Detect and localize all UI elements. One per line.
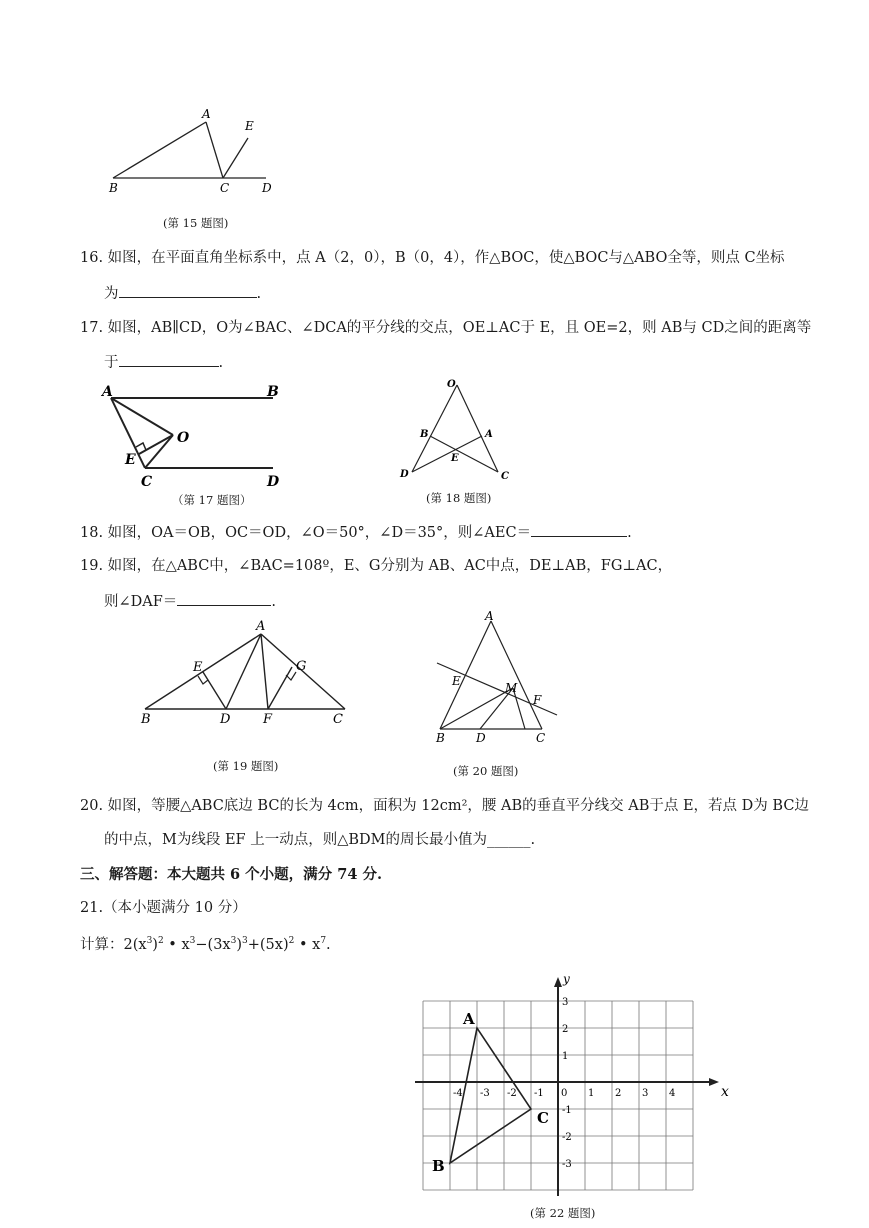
- fig20-label-c: C: [536, 731, 546, 745]
- fig18-label-b: B: [420, 429, 429, 440]
- fig20-label-d: D: [476, 731, 486, 745]
- fig15-label-a: A: [202, 107, 211, 121]
- line-da: [412, 436, 482, 472]
- fig18-label-o: O: [447, 379, 456, 390]
- y-tick-label: -2: [562, 1132, 572, 1143]
- x-tick-label: 0: [561, 1088, 568, 1099]
- answer-blank-18: [531, 522, 627, 537]
- y-tick-label: -1: [562, 1105, 572, 1116]
- x-tick-label: -1: [534, 1088, 544, 1099]
- fig19-label-b: B: [141, 712, 151, 727]
- x-tick-label: 1: [588, 1088, 595, 1099]
- question-19-line1: 19. 如图，在△ABC中，∠BAC=108º，E、G分别为 AB、AC中点，DE⊥AB，FG⊥AC，: [80, 558, 673, 574]
- q21-expr-end: .: [326, 936, 331, 953]
- fig19-label-f: F: [263, 712, 273, 727]
- question-16-prefix: 为: [104, 286, 119, 302]
- fig19-label-d: D: [220, 712, 231, 727]
- q21-sup-6: 2: [288, 936, 295, 946]
- fig20-label-f: F: [533, 693, 542, 707]
- line-af: [261, 634, 268, 709]
- fig15-label-d: D: [262, 181, 272, 195]
- line-co: [145, 435, 173, 468]
- answer-blank-19: [177, 591, 271, 606]
- figure-19-caption: (第 19 题图): [213, 759, 279, 773]
- figure-15-diagram: [100, 100, 290, 200]
- fig18-label-c: C: [501, 471, 509, 482]
- line-ed: [203, 672, 226, 709]
- x-axis-label: x: [721, 1084, 729, 1100]
- question-16-suffix: .: [256, 286, 262, 302]
- fig18-label-e: E: [451, 453, 459, 464]
- right-angle-mark-g: [286, 672, 296, 680]
- fig19-label-c: C: [333, 712, 343, 727]
- question-17-line1: 17. 如图，AB∥CD，O为∠BAC、∠DCA的平分线的交点，OE⊥AC于 E，且 OE=2，则 AB与 CD之间的距离等: [80, 320, 812, 336]
- question-21-expression: [80, 931, 331, 955]
- fig19-label-a: A: [256, 619, 266, 634]
- fig17-label-o: O: [177, 430, 190, 446]
- q21-expr-c-mid: ): [236, 936, 243, 953]
- figure-18-diagram: [390, 375, 520, 485]
- question-21-title: 21.（本小题满分 10 分）: [80, 900, 247, 916]
- figure-19-diagram: [135, 620, 360, 730]
- x-tick-label: 3: [642, 1088, 649, 1099]
- q21-expr-b: • x: [163, 936, 190, 953]
- line-bm: [440, 688, 513, 729]
- q21-expr-a: 2(x: [123, 936, 147, 953]
- question-19-prefix: 则∠DAF＝: [104, 594, 178, 610]
- figure-15-caption: (第 15 题图): [163, 216, 229, 230]
- answer-blank-17: [119, 352, 219, 367]
- y-tick-label: 2: [562, 1024, 569, 1035]
- y-tick-label: 1: [562, 1051, 569, 1062]
- q21-expr-d: +(5x): [247, 936, 289, 953]
- question-17-line2: [104, 352, 223, 373]
- answer-blank-16: [119, 283, 257, 298]
- point-label-c: C: [537, 1109, 549, 1127]
- y-axis-label: y: [563, 972, 570, 986]
- question-16-line2: [104, 283, 261, 304]
- line-ba: [113, 122, 206, 178]
- q21-sup-5: 3: [242, 936, 248, 946]
- figure-17-caption: （第 17 题图）: [172, 493, 252, 507]
- fig17-label-a: A: [102, 384, 113, 400]
- fig17-label-e: E: [125, 452, 136, 468]
- line-bc: [430, 436, 498, 472]
- section-3-heading: 三、解答题：本大题共 6 个小题，满分 74 分.: [80, 866, 383, 883]
- x-tick-label: 2: [615, 1088, 622, 1099]
- q21-sup-1: 3: [146, 936, 153, 946]
- x-tick-label: -4: [453, 1088, 463, 1099]
- fig20-label-b: B: [436, 731, 445, 745]
- question-17-suffix: .: [218, 355, 224, 371]
- question-18-text: 18. 如图，OA＝OB，OC＝OD，∠O＝50°，∠D＝35°，则∠AEC＝: [80, 525, 532, 541]
- question-20-line1: 20. 如图，等腰△ABC底边 BC的长为 4cm，面积为 12cm²，腰 AB的垂直平分线交 AB于点 E，若点 D为 BC边: [80, 798, 809, 814]
- line-gf: [268, 667, 292, 709]
- fig20-label-a: A: [485, 609, 494, 623]
- question-17-prefix: 于: [104, 355, 119, 371]
- figure-20-caption: (第 20 题图): [453, 764, 519, 778]
- fig15-label-b: B: [109, 181, 118, 195]
- q21-expr-e: • x: [294, 936, 321, 953]
- point-label-a: A: [463, 1010, 475, 1028]
- question-18-suffix: .: [627, 525, 632, 541]
- fig17-label-c: C: [141, 474, 153, 490]
- figure-17-diagram: [95, 378, 295, 490]
- point-label-b: B: [432, 1157, 445, 1175]
- question-19-suffix: .: [271, 594, 276, 610]
- question-18: [80, 522, 632, 543]
- q21-expr-c: −(3x: [195, 936, 231, 953]
- line-ac: [206, 122, 223, 178]
- fig19-label-g: G: [296, 659, 307, 674]
- fig18-label-d: D: [400, 469, 409, 480]
- fig15-label-c: C: [220, 181, 230, 195]
- q21-sup-4: 3: [230, 936, 237, 946]
- x-tick-label: -2: [507, 1088, 517, 1099]
- fig20-label-m: M: [505, 681, 518, 695]
- figure-18-caption: (第 18 题图): [426, 491, 492, 505]
- q21-sup-2: 2: [157, 936, 164, 946]
- y-axis-arrow: [554, 977, 562, 987]
- q21-expr-a-mid: ): [152, 936, 158, 953]
- figure-20-diagram: [425, 608, 565, 748]
- question-19-line2: [104, 591, 276, 612]
- x-axis-arrow: [709, 1078, 719, 1086]
- q21-prefix: 计算：: [80, 936, 124, 953]
- fig17-label-b: B: [267, 384, 279, 400]
- figure-22-caption: (第 22 题图): [530, 1206, 596, 1220]
- q21-sup-3: 3: [189, 936, 196, 946]
- right-angle-mark: [136, 443, 146, 450]
- y-tick-label: 3: [562, 997, 569, 1008]
- figure-22-coordinate-grid: [405, 962, 729, 1202]
- fig19-label-e: E: [193, 660, 203, 675]
- line-ce: [223, 138, 248, 178]
- q21-sup-7: 7: [320, 936, 327, 946]
- fig15-label-e: E: [245, 119, 254, 133]
- x-tick-label: -3: [480, 1088, 490, 1099]
- y-tick-label: -3: [562, 1159, 572, 1170]
- fig17-label-d: D: [267, 474, 280, 490]
- question-16-line1: 16. 如图，在平面直角坐标系中，点 A（2，0），B（0，4），作△BOC，使△BOC与△ABO全等，则点 C坐标: [80, 250, 785, 266]
- question-20-line2: 的中点，M为线段 EF 上一动点，则△BDM的周长最小值为______.: [104, 832, 536, 848]
- fig20-label-e: E: [452, 674, 461, 688]
- line-ac: [491, 621, 542, 729]
- fig18-label-a: A: [485, 429, 493, 440]
- x-tick-label: 4: [669, 1088, 676, 1099]
